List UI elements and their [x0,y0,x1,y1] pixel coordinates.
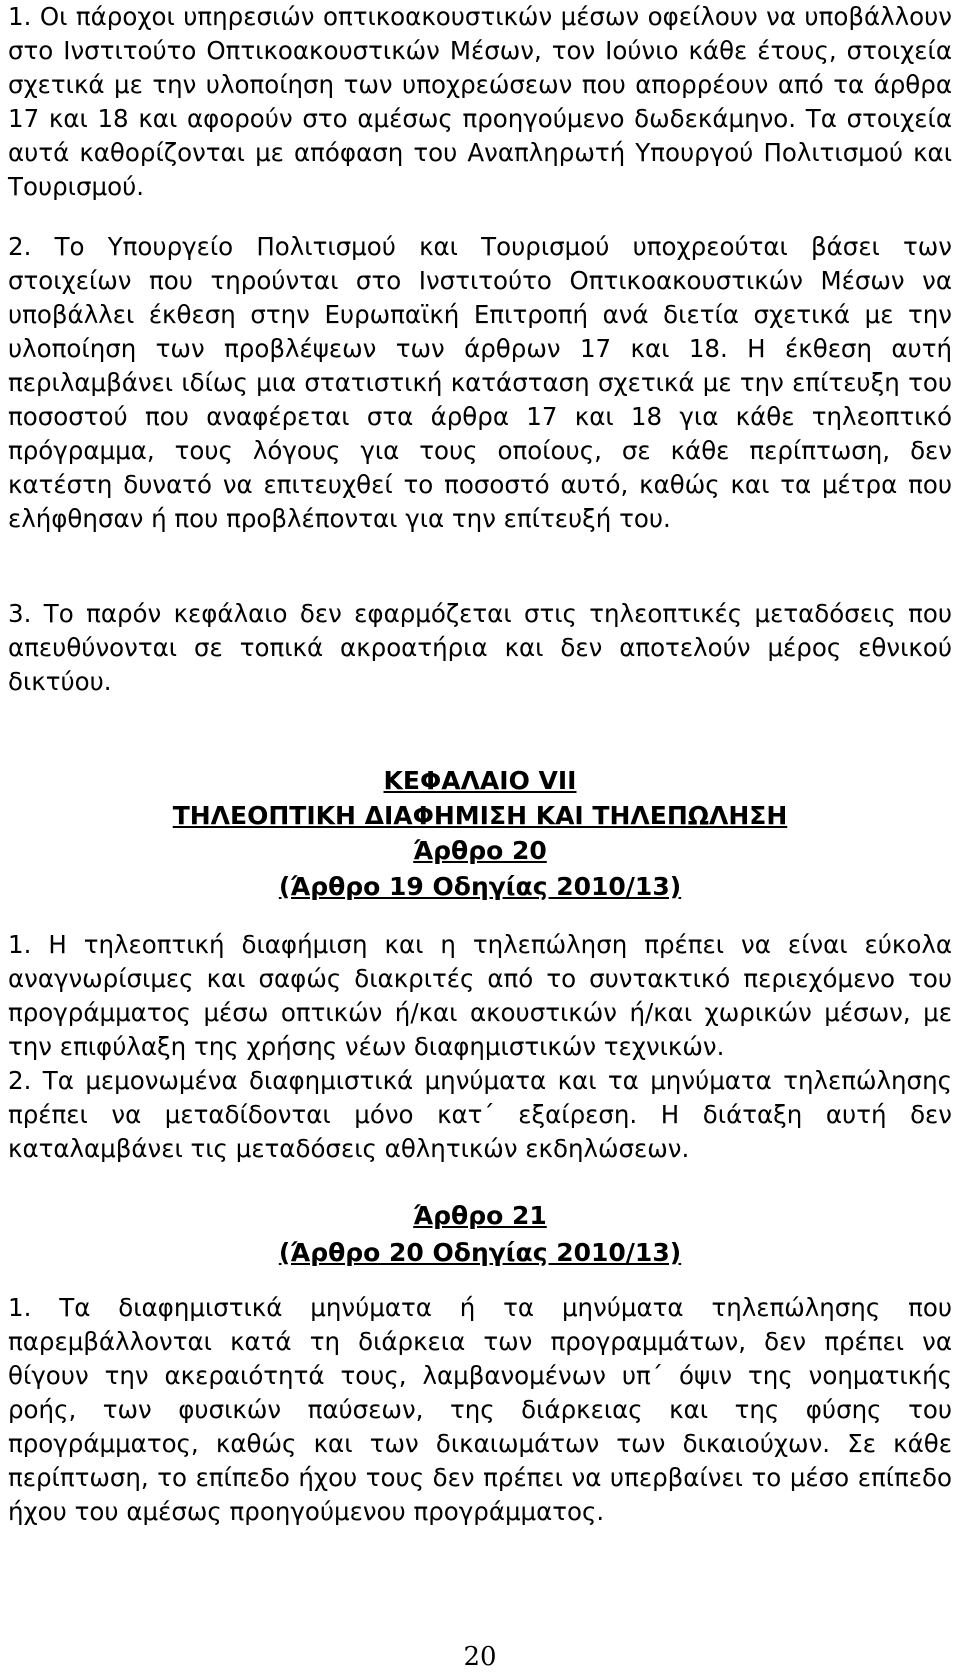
article-21-title: Άρθρο 21 [413,1201,547,1230]
page-number: 20 [463,1642,497,1672]
paragraph-2: 2. Το Υπουργείο Πολιτισμού και Τουρισμού υποχρεούται βάσει των στοιχείων που τηρούνται στο Ινστιτούτο Οπτικοακουστικών Μέσων να υποβάλλει έκθεση στην Ευρωπαϊκή Επιτροπή ανά διετία σχετικά με την υλοποίηση των προβλέψεων των άρθρων 17 και 18. Η έκθεση αυτή περιλαμβάνει ιδίως μια στατιστική κατάσταση σχετικά με την επίτευξη του ποσοστού που αναφέρεται στα άρθρα 17 και 18 για κάθε τηλεοπτικό πρόγραμμα, τους λόγους για τους οποίους, σε κάθε περίπτωση, δεν κατέστη δυνατό να επιτευχθεί το ποσοστό αυτό, καθώς και τα μέτρα που ελήφθησαν ή που προβλέπονται για την επίτευξή του. [8,232,952,533]
article-20-paragraph-1: 1. Η τηλεοπτική διαφήμιση και η τηλεπώληση πρέπει να είναι εύκολα αναγνωρίσιμες και σαφώς διακριτές από το συντακτικό περιεχόμενο του προγράμματος μέσω οπτικών ή/και ακουστικών ή/και χωρικών μέσων, με την επιφύλαξη της χρήσης νέων διαφημιστικών τεχνικών. [8,930,952,1061]
paragraph-3: 3. Το παρόν κεφάλαιο δεν εφαρμόζεται στις τηλεοπτικές μεταδόσεις που απευθύνονται σε τοπικά ακροατήρια και δεν αποτελούν μέρος εθνικού δικτύου. [8,599,952,696]
paragraph-1: 1. Οι πάροχοι υπηρεσιών οπτικοακουστικών μέσων οφείλουν να υποβάλλουν στο Ινστιτούτο Οπτικοακουστικών Μέσων, τον Ιούνιο κάθε έτους, στοιχεία σχετικά με την υλοποίηση των υποχρεώσεων που απορρέουν από τα άρθρα 17 και 18 και αφορούν στο αμέσως προηγούμενο δωδεκάμηνο. Τα στοιχεία αυτά καθορίζονται με απόφαση του Αναπληρωτή Υπουργού Πολιτισμού και Τουρισμού. [8,2,952,201]
article-20-reference: (Άρθρο 19 Οδηγίας 2010/13) [278,872,682,901]
chapter-title: ΚΕΦΑΛΑΙΟ VII [383,766,577,795]
chapter-subtitle: ΤΗΛΕΟΠΤΙΚΗ ΔΙΑΦΗΜΙΣΗ ΚΑΙ ΤΗΛΕΠΩΛΗΣΗ [172,801,788,830]
article-21-reference: (Άρθρο 20 Οδηγίας 2010/13) [278,1238,682,1267]
article-20-paragraph-2: 2. Τα μεμονωμένα διαφημιστικά μηνύματα και τα μηνύματα τηλεπώλησης πρέπει να μεταδίδονται μόνο κατ΄ εξαίρεση. Η διάταξη αυτή δεν καταλαμβάνει τις μεταδόσεις αθλητικών εκδηλώσεων. [8,1066,952,1163]
article-21-paragraph-1: 1. Τα διαφημιστικά μηνύματα ή τα μηνύματα τηλεπώλησης που παρεμβάλλονται κατά τη διάρκεια των προγραμμάτων, δεν πρέπει να θίγουν την ακεραιότητά τους, λαμβανομένων υπ΄ όψιν της νοηματικής ροής, των φυσικών παύσεων, της διάρκειας και της φύσης του προγράμματος, καθώς και των δικαιωμάτων των δικαιούχων. Σε κάθε περίπτωση, το επίπεδο ήχου τους δεν πρέπει να υπερβαίνει το μέσο επίπεδο ήχου του αμέσως προηγούμενου προγράμματος. [8,1293,952,1526]
article-20-title: Άρθρο 20 [413,836,547,865]
